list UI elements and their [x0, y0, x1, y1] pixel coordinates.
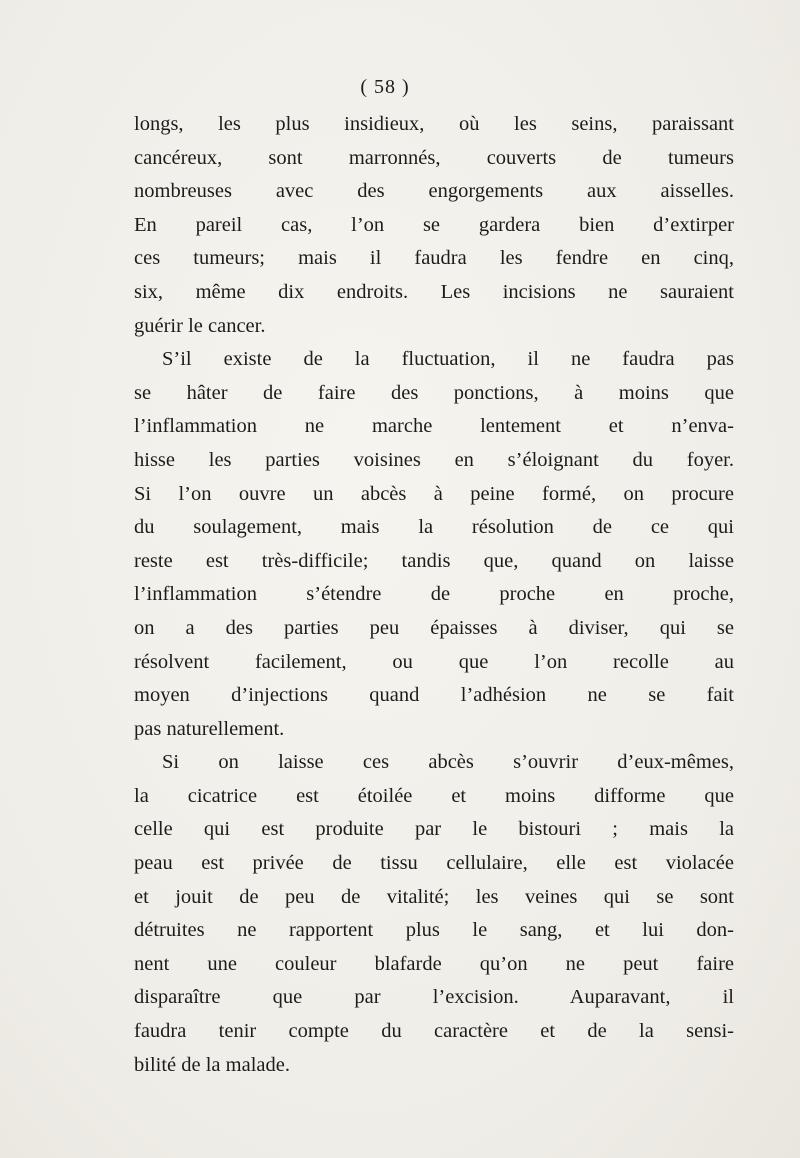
text-line: En pareil cas, l’on se gardera bien d’extirper — [134, 213, 734, 236]
text-line: nent une couleur blafarde qu’on ne peut faire — [134, 952, 734, 975]
text-line: faudra tenir compte du caractère et de la sensi- — [134, 1020, 734, 1043]
text-line: guérir le cancer. — [134, 314, 266, 337]
text-line: longs, les plus insidieux, où les seins, paraissant — [134, 113, 734, 135]
text-line: la cicatrice est étoilée et moins difforme que — [134, 784, 734, 807]
text-line: l’inflammation s’étendre de proche en proche, — [134, 583, 734, 606]
text-line: résolvent facilement, ou que l’on recolle au — [134, 650, 734, 673]
text-line: celle qui est produite par le bistouri ; mais la — [134, 818, 734, 841]
text-line: l’inflammation ne marche lentement et n’enva- — [134, 415, 734, 438]
text-line: on a des parties peu épaisses à diviser, qui se — [134, 616, 734, 639]
body-text — [134, 108, 734, 1082]
text-line: du soulagement, mais la résolution de ce qui — [134, 516, 734, 539]
text-line: hisse les parties voisines en s’éloignant du foyer. — [134, 448, 734, 471]
text-line: S’il existe de la fluctuation, il ne faudra pas — [162, 348, 734, 371]
text-line: cancéreux, sont marronnés, couverts de tumeurs — [134, 146, 734, 169]
text-line: bilité de la malade. — [134, 1053, 290, 1076]
text-line: se hâter de faire des ponctions, à moins que — [134, 381, 734, 404]
text-line: nombreuses avec des engorgements aux aisselles. — [134, 180, 734, 203]
text-line: reste est très-difficile; tandis que, quand on laisse — [134, 549, 734, 572]
page-number: ( 58 ) — [360, 76, 410, 98]
text-line: six, même dix endroits. Les incisions ne sauraient — [134, 280, 734, 303]
text-line: ces tumeurs; mais il faudra les fendre en cinq, — [134, 247, 734, 270]
text-line: Si l’on ouvre un abcès à peine formé, on procure — [134, 482, 734, 505]
text-line: et jouit de peu de vitalité; les veines qui se sont — [134, 885, 734, 908]
text-line: moyen d’injections quand l’adhésion ne se fait — [134, 684, 734, 707]
text-line: Si on laisse ces abcès s’ouvrir d’eux-mêmes, — [162, 751, 734, 774]
text-line: peau est privée de tissu cellulaire, elle est violacée — [134, 852, 734, 875]
text-line: disparaître que par l’excision. Auparavant, il — [134, 986, 734, 1009]
text-line: pas naturellement. — [134, 717, 285, 740]
text-line: détruites ne rapportent plus le sang, et lui don- — [134, 919, 734, 942]
